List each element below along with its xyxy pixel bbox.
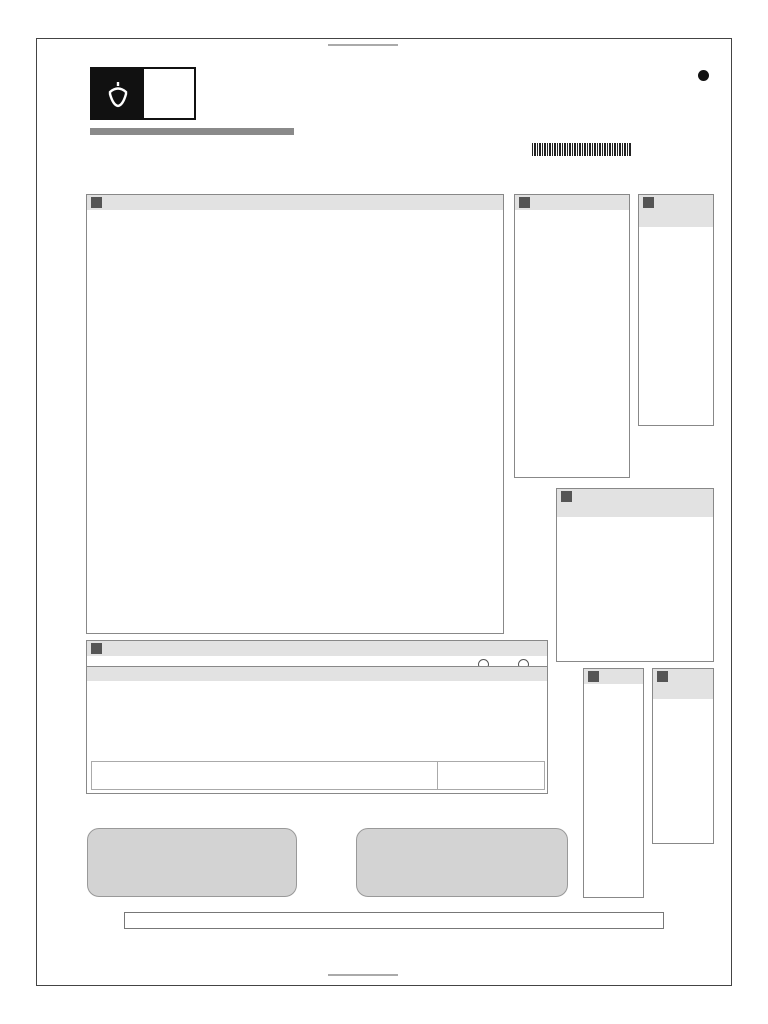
- section-a-legal-name: [86, 194, 504, 634]
- page-id-strip: [124, 912, 664, 929]
- bottom-notch: [328, 974, 398, 976]
- acorn-icon: [92, 69, 144, 118]
- section-e-tag: [588, 671, 599, 682]
- exam-label-area: [356, 828, 568, 897]
- signature-field[interactable]: [91, 761, 545, 790]
- barcode: [532, 143, 632, 156]
- section-c-tag: [643, 197, 654, 208]
- ap-logo: [90, 67, 196, 120]
- section-c-date-of-birth: [638, 194, 714, 426]
- ap-id-label-area: [87, 828, 297, 897]
- registration-dot: [698, 70, 709, 81]
- title-bar: [90, 128, 294, 135]
- certification-statement: [86, 666, 548, 794]
- section-g-tag: [91, 643, 102, 654]
- top-notch: [328, 44, 398, 46]
- section-b-ap-id: [514, 194, 630, 478]
- section-d-tag: [561, 491, 572, 502]
- section-b-tag: [519, 197, 530, 208]
- logo-text: [144, 69, 194, 118]
- section-f-tag: [657, 671, 668, 682]
- section-d-booklet-serial: [556, 488, 714, 662]
- section-f-start-time: [652, 668, 714, 844]
- section-e-date: [583, 668, 644, 898]
- section-a-tag: [91, 197, 102, 208]
